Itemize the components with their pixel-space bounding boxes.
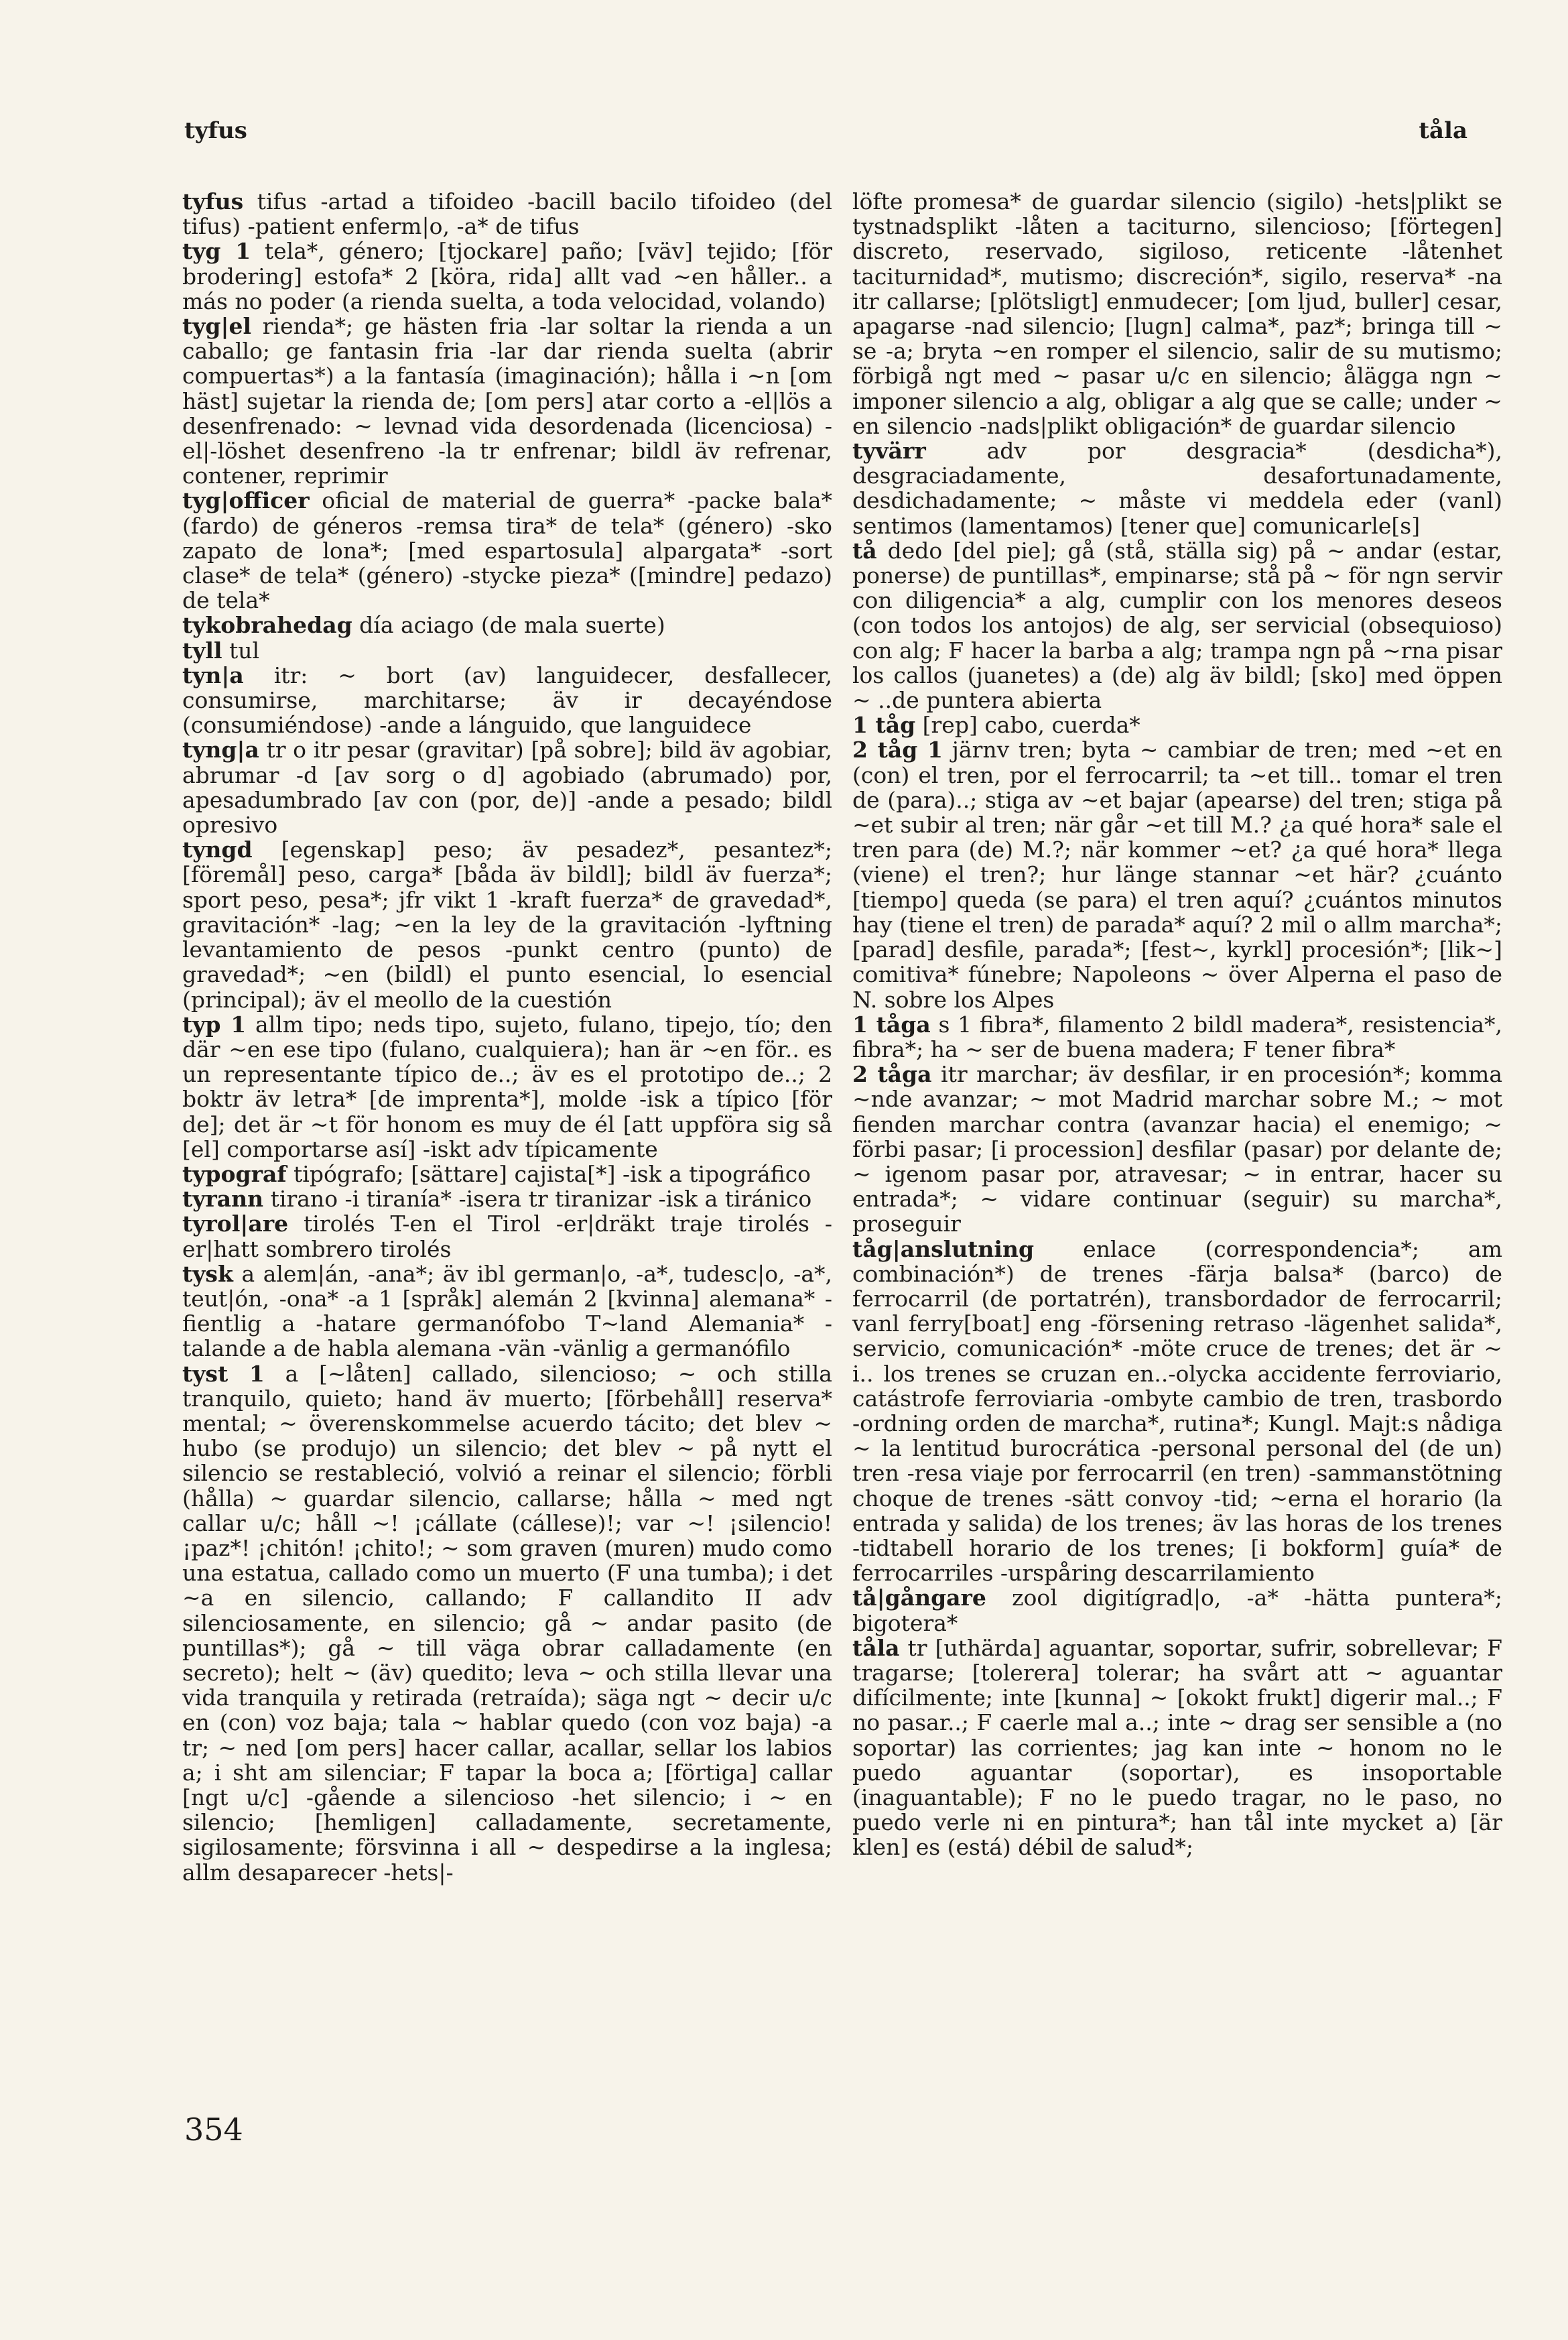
definition: [rep] cabo, cuerda* (922, 712, 1140, 739)
headword: 1 tåga (852, 1011, 931, 1038)
definition: itr: ~ bort (av) languidecer, desfallecer, consumirse, marchitarse; äv ir decayéndose (consumiéndose) -ande a lánguido, que languidece (182, 662, 832, 739)
dictionary-entry (182, 638, 832, 663)
definition: zool digitígrad|o, -a* -hätta puntera*; bigotera* (852, 1585, 1502, 1636)
dictionary-entry (182, 1186, 832, 1211)
definition: tr o itr pesar (gravitar) [på sobre]; bild äv agobiar, abrumar -d [av sorg o d] agobiado (abrumado) por, apesadumbrado [av con (por, de)] -ande a pesado; bildl opresivo (182, 737, 832, 839)
headword: tyg|officer (182, 487, 310, 514)
definition: oficial de material de guerra* -packe bala* (fardo) de géneros -remsa tira* de tela* (género) -sko zapato de lona*; [med espartosula] alpargata* -sort clase* de tela* (género) -stycke pieza* ([mindre] pedazo) de tela* (182, 487, 832, 614)
headword: tyst 1 (182, 1360, 265, 1387)
definition: [egenskap] peso; äv pesadez*, pesantez*; [föremål] peso, carga* [båda äv bildl]; bildl äv fuerza*; sport peso, pesa*; jfr vikt 1 -kraft fuerza* de gravedad*, gravitación* -lag; ~en la ley de la gravitación -lyftning levantamiento de pesos -punkt centro (punto) de gravedad*; ~en (bildl) el punto esencial, lo esencial (principal); äv el meollo de la cuestión (182, 837, 832, 1013)
definition: tul (229, 637, 260, 664)
headword: tå (852, 537, 877, 564)
definition: löfte promesa* de guardar silencio (sigilo) -hets|plikt se tystnadsplikt -låten a taciturno, silencioso; [förtegen] discreto, reservado, sigiloso, reticente -låtenhet taciturnidad*, mutismo; discreción*, sigilo, reserva* -na itr callarse; [plötsligt] enmudecer; [om ljud, buller] cesar, apagarse -nad silencio; [lugn] calma*, paz*; bringa till ~ se -a; bryta ~en romper el silencio, salir de su mutismo; förbigå ngt med ~ pasar u/c en silencio; ålägga ngn ~ imponer silencio a alg, obligar a alg que se calle; under ~ en silencio -nads|plikt obligación* de guardar silencio (852, 188, 1502, 439)
definition: järnv tren; byta ~ cambiar de tren; med ~et en (con) el tren, por el ferrocarril; ta ~et till.. tomar el tren de (para)..; stiga av ~et bajar (apearse) del tren; stiga på ~et subir al tren; när går ~et till M.? ¿a qué hora* sale el tren para (de) M.?; när kommer ~et? ¿a qué hora* llega (viene) el tren?; hur länge stannar ~et här? ¿cuánto [tiempo] queda (se para) el tren aquí? ¿cuántos minutos hay (tiene el tren) de parada* aquí? 2 mil o allm marcha*; [parad] desfile, parada*; [fest~, kyrkl] procesión*; [lik~] comitiva* fúnebre; Napoleons ~ över Alperna el paso de N. sobre los Alpes (852, 737, 1502, 1013)
dictionary-entry (852, 189, 1502, 438)
dictionary-entry (182, 1261, 832, 1361)
headword: typ 1 (182, 1011, 247, 1038)
dictionary-entry (852, 1636, 1502, 1860)
dictionary-entry (182, 239, 832, 314)
definition: día aciago (de mala suerte) (359, 612, 665, 639)
dictionary-entry (852, 713, 1502, 737)
headword: tyg 1 (182, 238, 251, 265)
headword: 1 tåg (852, 712, 916, 739)
dictionary-entry (182, 189, 832, 239)
dictionary-entry (852, 1012, 1502, 1062)
dictionary-entry (852, 1585, 1502, 1635)
headword: tyll (182, 637, 222, 664)
dictionary-entry (182, 488, 832, 613)
definition: adv por desgracia* (desdicha*), desgraciadamente, desafortunadamente, desdichadamente; ~ måste vi meddela eder (vanl) sentimos (lamentamos) [tener que] comunicarle[s] (852, 438, 1502, 539)
dictionary-entry (182, 1012, 832, 1162)
definition: tirano -i tiranía* -isera tr tiranizar -isk a tiránico (270, 1186, 812, 1213)
definition: a alem|án, -ana*; äv ibl german|o, -a*, tudesc|o, -a*, teut|ón, -ona* -a 1 [språk] alemán 2 [kvinna] alemana* -fientlig a -hatare germanófobo T~land Alemania* -talande a de habla alemana -vän -vänlig a germanófilo (182, 1260, 832, 1362)
definition: tifus -artad a tifoideo -bacill bacilo tifoideo (del tifus) -patient enferm|o, -a* de tifus (182, 188, 832, 240)
definition: itr marchar; äv desfilar, ir en procesión*; komma ~nde avanzar; ~ mot Madrid marchar sobre M.; ~ mot fienden marchar contra (avanzar hacia) el enemigo; ~ förbi pasar; [i procession] desfilar (pasar) por delante de; ~ igenom pasar por, atravesar; ~ in entrar, hacer su entrada*; ~ vidare continuar (seguir) su marcha*, proseguir (852, 1061, 1502, 1237)
definition: dedo [del pie]; gå (stå, ställa sig) på ~ andar (estar, ponerse) de puntillas*, empinarse; stå på ~ för ngn servir con diligencia* a alg, cumplir con los menores deseos (con todos los antojos) de alg, ser servicial (obsequioso) con alg; F hacer la barba a alg; trampa ngn på ~rna pisar los callos (juanetes) a (de) alg äv bildl; [sko] med öppen ~ ..de puntera abierta (852, 537, 1502, 714)
dictionary-entry (182, 837, 832, 1011)
dictionary-entry (182, 737, 832, 837)
dictionary-entry (182, 1162, 832, 1186)
definition: enlace (correspondencia*; am combinación*) de trenes -färja balsa* (barco) de ferrocarril (de portatrén), transbordador de ferrocarril; vanl ferry[boat] eng -försening retraso -lägenhet salida*, servicio, comunicación* -möte cruce de trenes; det är ~ i.. los trenes se cruzan en..-olycka accidente ferroviario, catástrofe ferroviaria -ombyte cambio de tren, trasbordo -ordning orden de marcha*, rutina*; Kungl. Majt:s nådiga ~ la lentitud burocrática -personal personal del (de un) tren -resa viaje por ferrocarril (en tren) -sammanstötning choque de trenes -sätt convoy -tid; ~erna el horario (la entrada y salida) de los trenes; äv las horas de los trenes -tidtabell horario de los trenes; [i bokform] guía* de ferrocarriles -urspåring descarrilamiento (852, 1235, 1502, 1587)
dictionary-entry (182, 613, 832, 637)
headword: tyrann (182, 1186, 264, 1213)
right-column (852, 189, 1502, 1860)
dictionary-entry (182, 1211, 832, 1261)
dictionary-entry (852, 1062, 1502, 1236)
page-number: 354 (184, 2111, 243, 2148)
definition: tela*, género; [tjockare] paño; [väv] tejido; [för brodering] estofa* 2 [köra, rida] allt vad ~en håller.. a más no poder (a rienda suelta, a toda velocidad, volando) (182, 238, 832, 314)
left-column (182, 189, 832, 1885)
headword: tyngd (182, 837, 253, 863)
headword: tyng|a (182, 737, 259, 763)
dictionary-entry (852, 438, 1502, 538)
headword: tyvärr (852, 438, 926, 465)
headword: tyn|a (182, 662, 244, 688)
definition: tr [uthärda] aguantar, soportar, sufrir, sobrellevar; F tragarse; [tolerera] tolerar; ha svårt att ~ aguantar difícilmente; inte [kunna] ~ [okokt frukt] digerir mal..; F no pasar..; F caerle mal a..; inte ~ drag ser sensible a (no soportar) las corrientes; jag kan inte ~ honom no le puedo aguantar (soportar), es insoportable (inaguantable); F no le puedo tragar, no le paso, no puedo verle ni en pintura*; han tål inte mycket a) [är klen] es (está) débil de salud*; (852, 1634, 1502, 1861)
definition: tirolés T-en el Tirol -er|dräkt traje tirolés -er|hatt sombrero tirolés (182, 1211, 832, 1262)
definition: tipógrafo; [sättare] cajista[*] -isk a tipográfico (293, 1160, 811, 1187)
dictionary-entry (852, 538, 1502, 713)
dictionary-entry (852, 1237, 1502, 1586)
left-guide-word: tyfus (184, 117, 247, 144)
dictionary-entry (182, 663, 832, 738)
headword: 2 tåg 1 (852, 737, 943, 763)
definition: allm tipo; neds tipo, sujeto, fulano, tipejo, tío; den där ~en ese tipo (fulano, cualquiera); han är ~en för.. es un representante típico de..; äv es el prototipo de..; 2 boktr äv letra* [de imprenta*], molde -isk a típico [för de]; det är ~t för honom es muy de él [att uppföra sig så [el] comportarse así] -iskt adv típicamente (182, 1011, 832, 1162)
headword: tå|gångare (852, 1585, 986, 1611)
right-guide-word: tåla (1419, 117, 1467, 144)
dictionary-entry (182, 314, 832, 488)
definition: rienda*; ge hästen fria -lar soltar la rienda a un caballo; ge fantasin fria -lar dar rienda suelta (abrir compuertas*) a la fantasía (imaginación); hålla i ~n [om häst] sujetar la rienda de; [om pers] atar corto a -el|lös a desenfrenado: ~ levnad vida desordenada (licenciosa) -el|-löshet desenfreno -la tr enfrenar; bildl äv refrenar, contener, reprimir (182, 313, 832, 489)
headword: tykobrahedag (182, 612, 352, 639)
headword: tyfus (182, 188, 244, 214)
headword: typograf (182, 1160, 287, 1187)
headword: tyrol|are (182, 1211, 289, 1237)
headword: 2 tåga (852, 1061, 932, 1088)
definition: a [~låten] callado, silencioso; ~ och stilla tranquilo, quieto; hand äv muerto; [förbehåll] reserva* mental; ~ överenskommelse acuerdo tácito; det blev ~ hubo (se produjo) un silencio; det blev ~ på nytt el silencio se restableció, volvió a reinar el silencio; förbli (hålla) ~ guardar silencio, callarse; hålla ~ med ngt callar u/c; håll ~! ¡cállate (cállese)!; var ~! ¡silencio! ¡paz*! ¡chitón! ¡chito!; ~ som graven (muren) mudo como una estatua, callado como un muerto (F una tumba); i det ~a en silencio, callando; F callandito II adv silenciosamente, en silencio; gå ~ andar pasito (de puntillas*); gå ~ till väga obrar calladamente (en secreto); helt ~ (äv) quedito; leva ~ och stilla llevar una vida tranquila y retirada (retraída); säga ngt ~ decir u/c en (con) voz baja; tala ~ hablar quedo (con voz baja) -a tr; ~ ned [om pers] hacer callar, acallar, sellar los labios a; i sht am silenciar; F tapar la boca a; [förtiga] callar [ngt u/c] -gående a silencioso -het silencio; i ~ en silencio; [hemligen] calladamente, secretamente, sigilosamente; försvinna i all ~ despedirse a la inglesa; allm desaparecer -hets|- (182, 1360, 832, 1886)
dictionary-entry (182, 1361, 832, 1885)
dictionary-entry (852, 737, 1502, 1011)
definition: s 1 fibra*, filamento 2 bildl madera*, resistencia*, fibra*; ha ~ ser de buena madera; F tener fibra* (852, 1011, 1502, 1062)
headword: tysk (182, 1260, 233, 1287)
headword: tyg|el (182, 313, 252, 340)
headword: tåla (852, 1634, 900, 1661)
headword: tåg|anslutning (852, 1235, 1035, 1262)
